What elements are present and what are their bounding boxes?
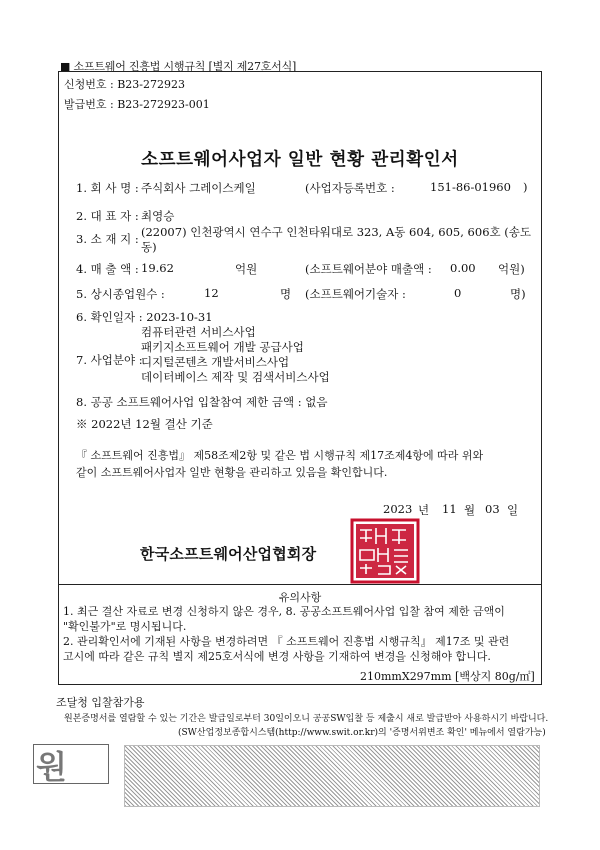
issue-number: 발급번호 : B23-272923-001 (64, 98, 210, 111)
footer-title: 조달청 입찰참가용 (56, 696, 145, 709)
year-suffix: 년 (418, 503, 430, 517)
revenue-value: 19.62 (141, 261, 174, 275)
sw-tech-label: (소프트웨어기술자 : (305, 287, 406, 301)
ceo-name: 최영승 (141, 209, 175, 223)
application-number: 신청번호 : B23-272923 (64, 78, 185, 91)
sw-revenue-value: 0.00 (450, 261, 476, 275)
official-seal-icon (350, 518, 420, 584)
issue-year: 2023 (383, 502, 413, 516)
statement-line-1: 『 소프트웨어 진흥법』 제58조제2항 및 같은 법 시행규칙 제17조제4항에 따라 위와 (76, 449, 484, 462)
notes-divider (58, 584, 542, 585)
employees-unit: 명 (280, 287, 292, 301)
basis-note: ※ 2022년 12월 결산 기준 (76, 417, 213, 431)
biz-reg-label: (사업자등록번호 : (305, 181, 395, 195)
original-mark-char: 원 (36, 748, 67, 786)
issuing-organization: 한국소프트웨어산업협회장 (140, 545, 317, 563)
biz-field-label: 7. 사업분야 : (76, 353, 143, 367)
biz-field-item: 데이터베이스 제작 및 검색서비스사업 (141, 370, 330, 384)
statement-line-2: 같이 소프트웨어사업자 일반 현황을 관리하고 있음을 확인합니다. (76, 466, 388, 479)
revenue-label: 4. 매 출 액 : (76, 262, 139, 276)
form-label: ■ 소프트웨어 진흥법 시행규칙 [별지 제27호서식] (60, 60, 297, 73)
sw-revenue-label: (소프트웨어분야 매출액 : (305, 262, 432, 276)
paper-spec: 210mmX297mm [백상지 80g/㎡] (360, 670, 535, 683)
biz-field-item: 컴퓨터관련 서비스사업 (141, 325, 256, 339)
address-label: 3. 소 재 지 : (76, 232, 139, 246)
notes-title: 유의사항 (278, 591, 322, 604)
company-label: 1. 회 사 명 : (76, 181, 139, 195)
note-line: 2. 관리확인서에 기재된 사항을 변경하려면 『 소프트웨어 진흥법 시행규칙』 제17조 및 관련 (63, 635, 510, 648)
sw-tech-value: 0 (454, 286, 462, 300)
biz-reg-number: 151-86-01960 (430, 180, 511, 194)
address-line-2: 동) (141, 240, 157, 254)
biz-reg-close: ) (523, 180, 528, 194)
biz-field-item: 디지털콘텐츠 개발서비스사업 (141, 355, 290, 369)
issue-day: 03 (485, 502, 500, 516)
issue-month: 11 (442, 502, 457, 516)
footer-notice-1: 원본증명서를 열람할 수 있는 기간은 발급일로부터 30일이오니 공공SW입찰 등 제출시 새로 발급받아 사용하시기 바랍니다. (64, 714, 549, 724)
note-line: 1. 최근 결산 자료로 변경 신청하지 않은 경우, 8. 공공소프트웨어사업 입찰 참여 제한 금액이 (63, 605, 505, 618)
sw-tech-unit: 명) (510, 287, 526, 301)
month-suffix: 월 (464, 503, 476, 517)
company-name: 주식회사 그레이스케일 (141, 181, 256, 195)
day-suffix: 일 (507, 503, 519, 517)
note-line: "확인불가"로 명시됩니다. (63, 620, 187, 633)
bid-limit-text: 8. 공공 소프트웨어사업 입찰참여 제한 금액 : 없음 (76, 395, 328, 409)
employees-value: 12 (204, 286, 219, 300)
footer-notice-2: (SW산업정보종합시스템(http://www.swit.or.kr)의 '증명서위변조 확인' 메뉴에서 열람가능) (178, 728, 546, 738)
biz-field-item: 패키지소프트웨어 개발 공급사업 (141, 340, 304, 354)
revenue-unit: 억원 (235, 262, 258, 276)
employees-label: 5. 상시종업원수 : (76, 287, 165, 301)
sw-revenue-unit: 억원) (498, 262, 525, 276)
ceo-label: 2. 대 표 자 : (76, 209, 139, 223)
note-line: 고시에 따라 같은 규칙 별지 제25호서식에 변경 사항을 기재하여 변경을 신청해야 합니다. (63, 650, 491, 663)
document-title: 소프트웨어사업자 일반 현황 관리확인서 (141, 150, 459, 170)
address-line-1: (22007) 인천광역시 연수구 인천타워대로 323, A동 604, 605, 606호 (송도 (141, 225, 531, 239)
verification-barcode (124, 745, 540, 807)
confirm-date: 6. 확인일자 : 2023-10-31 (76, 310, 213, 324)
